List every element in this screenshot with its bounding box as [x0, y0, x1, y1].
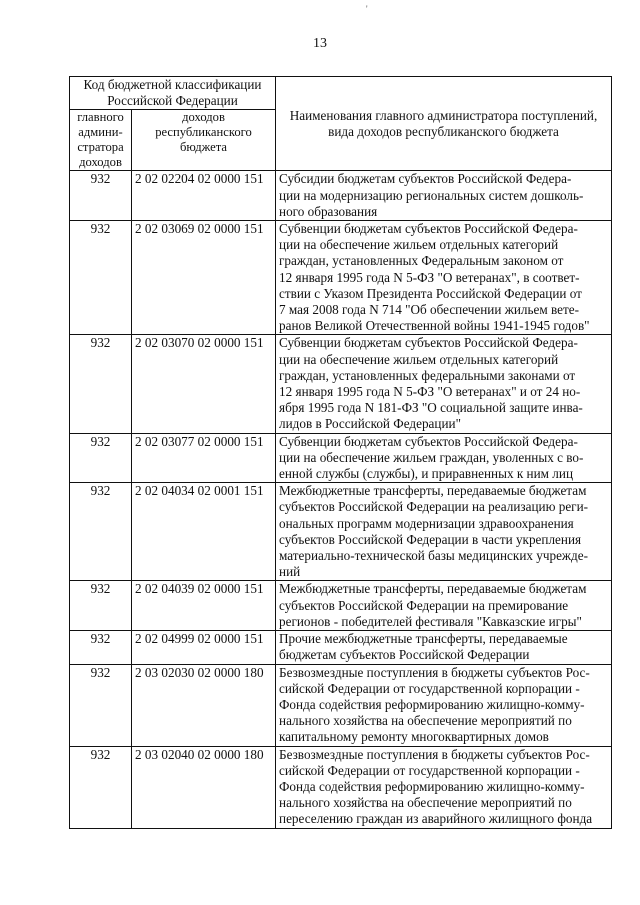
table-header-row	[70, 77, 612, 110]
row-revenue-code: 2 02 04039 02 0000 151	[132, 581, 276, 631]
row-revenue-code: 2 02 02204 02 0000 151	[132, 171, 276, 221]
budget-classification-table	[69, 76, 612, 829]
row-administrator-code: 932	[70, 664, 132, 746]
row-administrator-code: 932	[70, 631, 132, 664]
row-description: Субвенции бюджетам субъектов Российской Федера- ции на обеспечение жильем отдельных категорий граждан, установленных федеральными законами от 12 января 1995 года N 5-ФЗ "О ветеранах" и от 24 но- ября 1995 года N 181-ФЗ "О социальной защите инва- лидов в Российской Федерации"	[276, 335, 612, 433]
table-row	[70, 631, 612, 664]
row-administrator-code: 932	[70, 581, 132, 631]
row-description: Безвозмездные поступления в бюджеты субъектов Рос- сийской Федерации от государственной корпорации - Фонда содействия реформированию жилищно-комму- нального хозяйства на обеспечение мероприятий по капитальному ремонту многоквартирных домов	[276, 664, 612, 746]
table-row	[70, 483, 612, 581]
row-administrator-code: 932	[70, 746, 132, 828]
table-row	[70, 746, 612, 828]
table-row	[70, 221, 612, 335]
row-revenue-code: 2 03 02030 02 0000 180	[132, 664, 276, 746]
page-number: 13	[313, 36, 327, 51]
row-revenue-code: 2 03 02040 02 0000 180	[132, 746, 276, 828]
row-description: Прочие межбюджетные трансферты, передаваемые бюджетам субъектов Российской Федерации	[276, 631, 612, 664]
row-description: Субвенции бюджетам субъектов Российской Федера- ции на обеспечение жильем граждан, уволенных с во- енной службы (службы), и приравненных к ним лиц	[276, 433, 612, 483]
row-administrator-code: 932	[70, 221, 132, 335]
table-row	[70, 664, 612, 746]
header-main-administrator: главного админи-стратора доходов	[70, 110, 132, 171]
row-description: Субвенции бюджетам субъектов Российской Федера- ции на обеспечение жильем отдельных категорий граждан, установленных Федеральным законом от 12 января 1995 года N 5-ФЗ "О ветеранах", в соответ- ствии с Указом Президента Российской Федерации от 7 мая 2008 года N 714 "Об обеспечении жильем вете- ранов Великой Отечественной войны 1941-1945 годов"	[276, 221, 612, 335]
row-revenue-code: 2 02 04034 02 0001 151	[132, 483, 276, 581]
table-row	[70, 171, 612, 221]
header-administrator-name: Наименования главного администратора поступлений, вида доходов республиканского бюджета	[276, 77, 612, 171]
row-description: Межбюджетные трансферты, передаваемые бюджетам субъектов Российской Федерации на премирование регионов - победителей фестиваля "Кавказские игры"	[276, 581, 612, 631]
row-description: Субсидии бюджетам субъектов Российской Федера- ции на модернизацию региональных систем дошколь- ного образования	[276, 171, 612, 221]
row-revenue-code: 2 02 03077 02 0000 151	[132, 433, 276, 483]
row-administrator-code: 932	[70, 483, 132, 581]
row-description: Межбюджетные трансферты, передаваемые бюджетам субъектов Российской Федерации на реализацию реги- ональных программ модернизации здравоохранения субъектов Российской Федерации в части укрепления материально-технической базы медицинских учрежде- ний	[276, 483, 612, 581]
row-administrator-code: 932	[70, 433, 132, 483]
header-classification-code: Код бюджетной классификации Российской Федерации	[70, 77, 276, 110]
header-revenue-code: доходов республиканского бюджета	[132, 110, 276, 171]
row-description: Безвозмездные поступления в бюджеты субъектов Рос- сийской Федерации от государственной корпорации - Фонда содействия реформированию жилищно-комму- нального хозяйства на обеспечение мероприятий по переселению граждан из аварийного жилищного фонда	[276, 746, 612, 828]
row-revenue-code: 2 02 03070 02 0000 151	[132, 335, 276, 433]
table-row	[70, 433, 612, 483]
row-administrator-code: 932	[70, 171, 132, 221]
row-administrator-code: 932	[70, 335, 132, 433]
table-row	[70, 581, 612, 631]
row-revenue-code: 2 02 03069 02 0000 151	[132, 221, 276, 335]
scan-tick-mark: '	[366, 4, 368, 14]
row-revenue-code: 2 02 04999 02 0000 151	[132, 631, 276, 664]
table-body	[70, 171, 612, 828]
table-row	[70, 335, 612, 433]
